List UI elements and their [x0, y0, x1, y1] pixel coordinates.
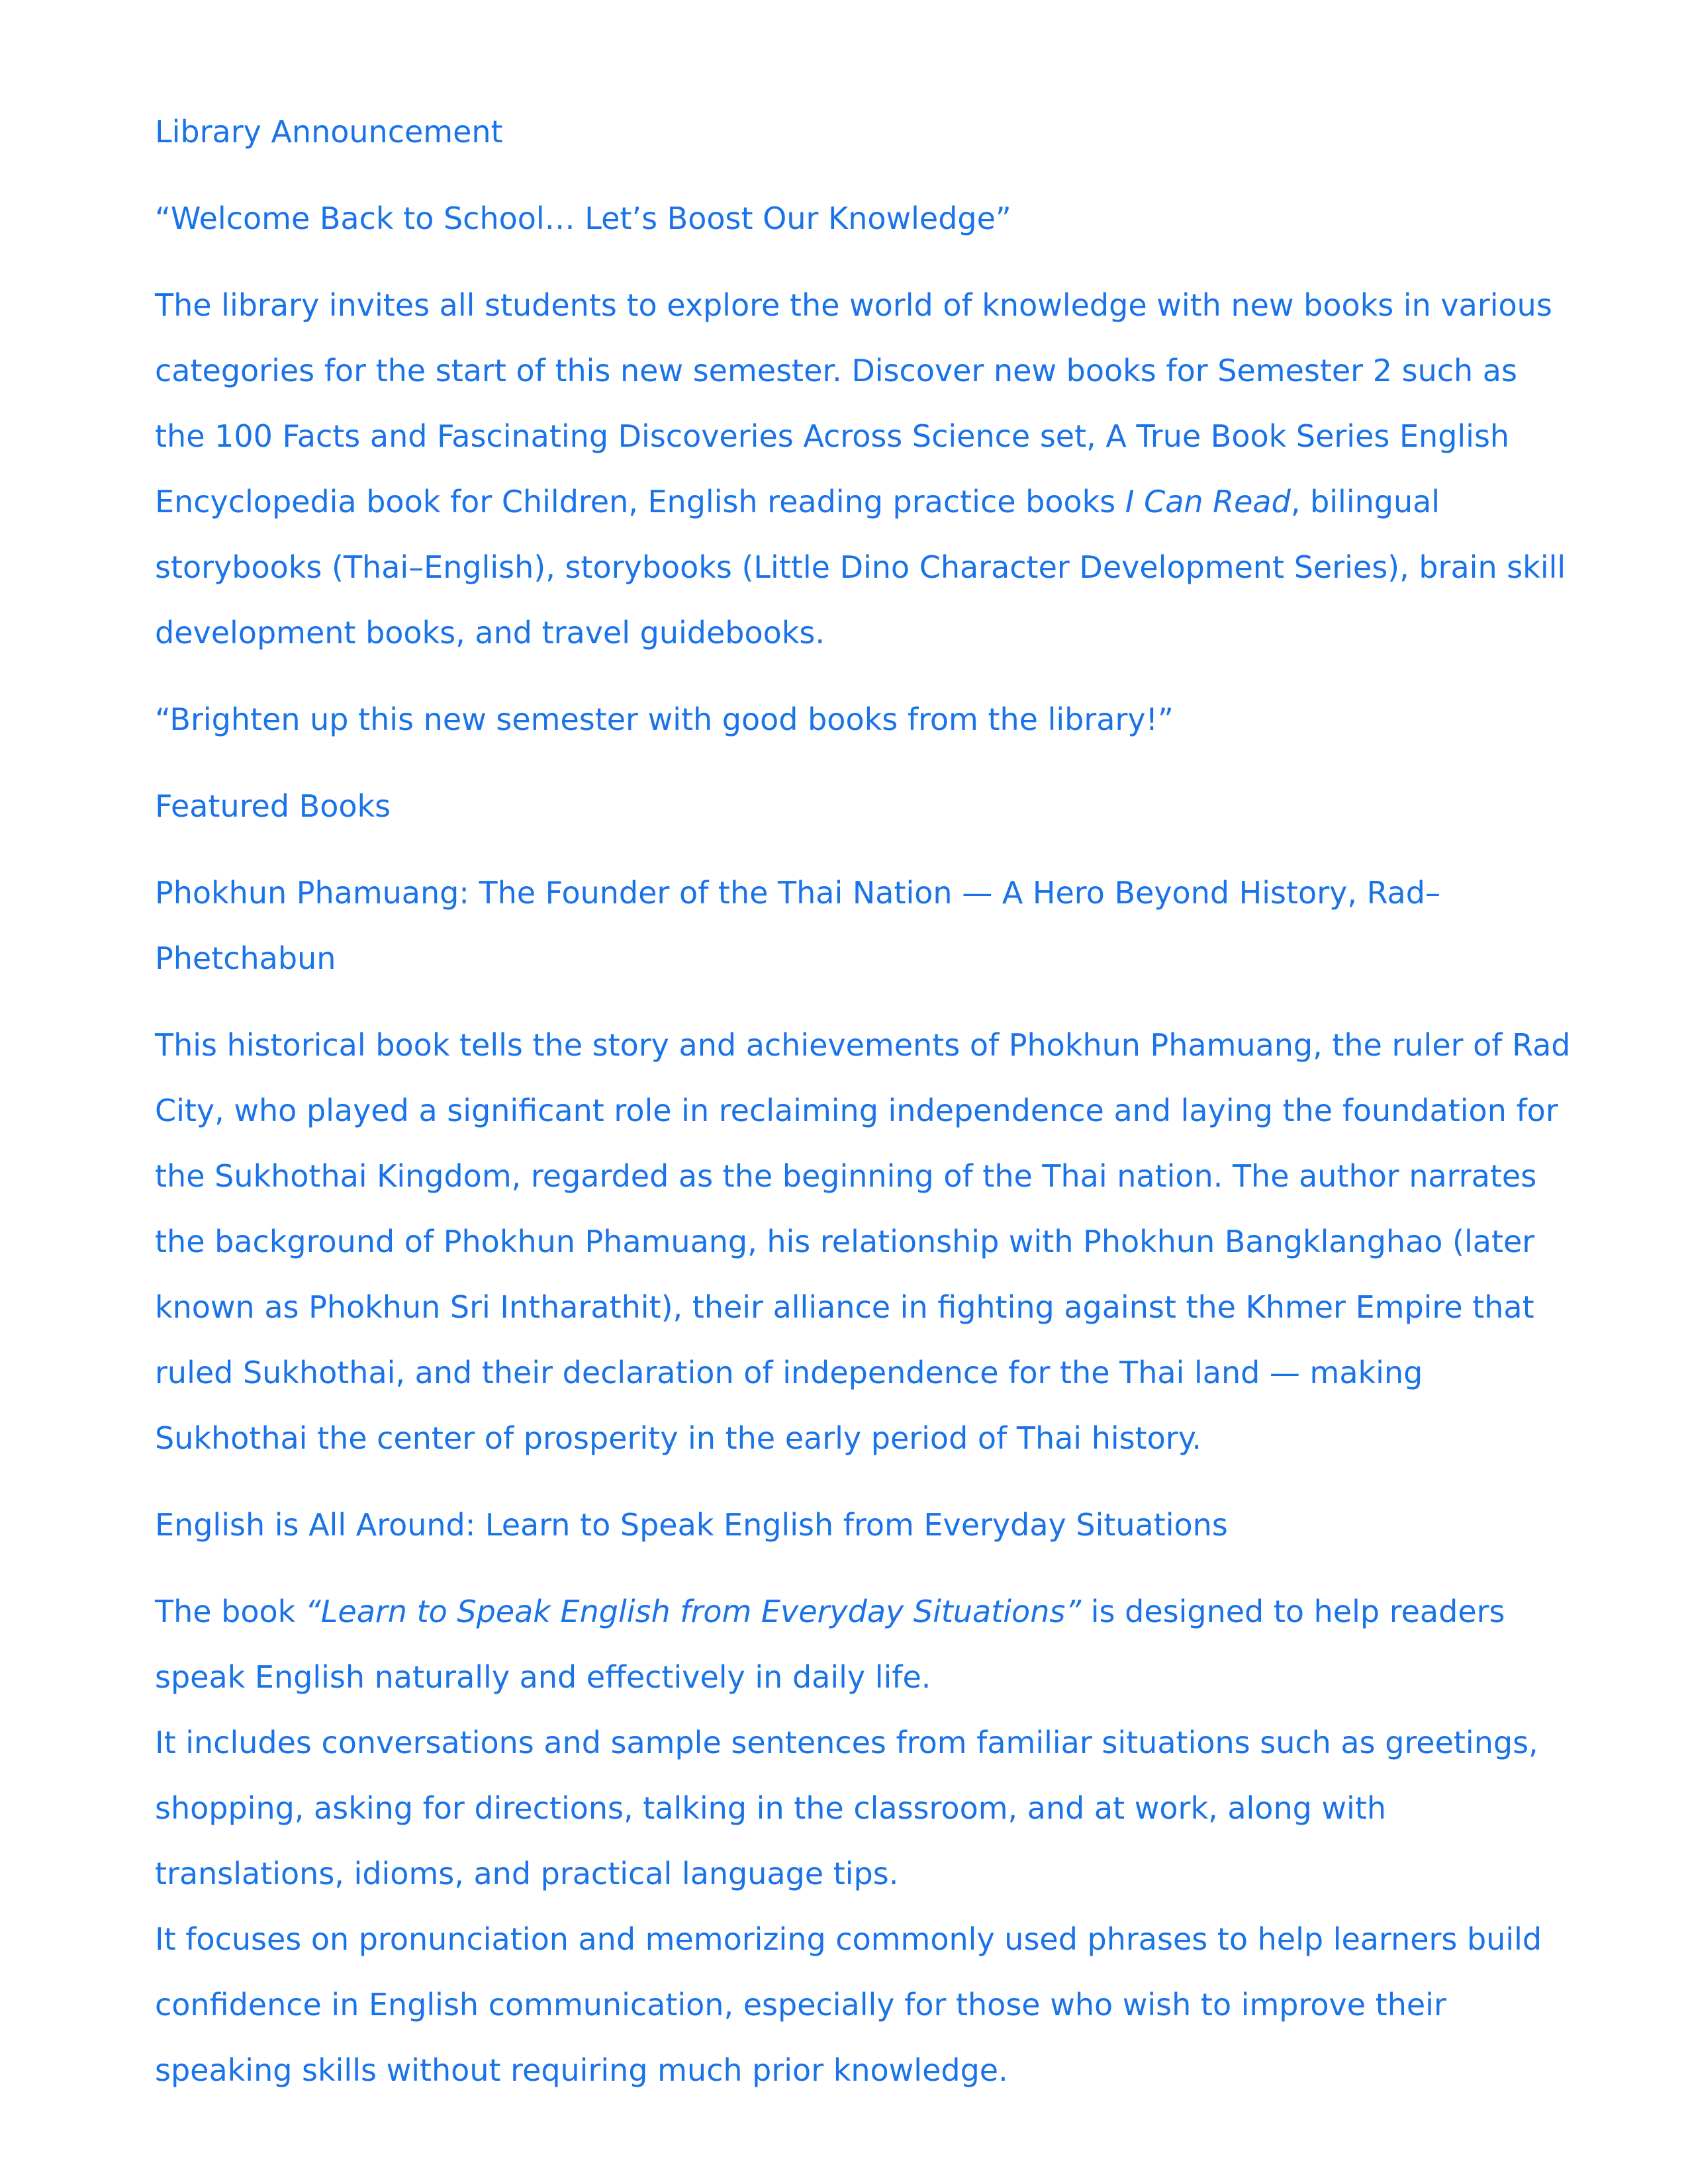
book-2-desc-suffix: is designed to help readers speak English naturally and effectively in daily life.: [155, 1594, 1505, 1695]
document-page: [155, 99, 1571, 2103]
book-2-desc-italic-title: “Learn to Speak English from Everyday Situations”: [305, 1594, 1082, 1629]
book-2-desc-paragraph-3: It focuses on pronunciation and memorizing commonly used phrases to help learners build confidence in English communication, especially for those who wish to improve their speaking skills without requiring much prior knowledge.: [155, 1921, 1542, 2088]
book-2-description: [155, 1579, 1571, 2103]
announcement-intro: [155, 273, 1571, 666]
book-1-description: This historical book tells the story and achievements of Phokhun Phamuang, the ruler of Rad City, who played a significant role in reclaiming independence and laying the foundation for the Sukhothai Kingdom, regarded as the beginning of the Thai nation. The author narrates the background of Phokhun Phamuang, his relationship with Phokhun Bangklanghao (later known as Phokhun Sri Intharathit), their alliance in fighting against the Khmer Empire that ruled Sukhothai, and their declaration of independence for the Thai land — making Sukhothai the center of prosperity in the early period of Thai history.: [155, 1027, 1571, 1456]
featured-heading: Featured Books: [155, 788, 391, 824]
intro-text-part2: , bilingual storybooks (Thai–English), storybooks (Little Dino Character Development Series), brain skill development books, and travel guidebooks.: [155, 484, 1566, 651]
announcement-closing: “Brighten up this new semester with good books from the library!”: [155, 702, 1174, 737]
book-2-title: English is All Around: Learn to Speak English from Everyday Situations: [155, 1507, 1228, 1543]
intro-text-part1: The library invites all students to explore the world of knowledge with new books in various categories for the start of this new semester. Discover new books for Semester 2 such as the 100 Facts and Fascinating Discoveries Across Science set, A True Book Series English Encyclopedia book for Children, English reading practice books: [155, 287, 1552, 520]
book-1-title: Phokhun Phamuang: The Founder of the Thai Nation — A Hero Beyond History, Rad–Phetchabun: [155, 875, 1440, 976]
book-2-desc-paragraph-2: It includes conversations and sample sentences from familiar situations such as greetings, shopping, asking for directions, talking in the classroom, and at work, along with translations, idioms, and practical language tips.: [155, 1725, 1538, 1891]
announcement-slogan: “Welcome Back to School… Let’s Boost Our Knowledge”: [155, 201, 1011, 236]
book-2-desc-paragraph-1: [155, 1579, 1571, 1710]
book-2-desc-prefix: The book: [155, 1594, 305, 1629]
intro-italic-title: I Can Read: [1125, 484, 1291, 520]
announcement-heading: Library Announcement: [155, 114, 503, 150]
